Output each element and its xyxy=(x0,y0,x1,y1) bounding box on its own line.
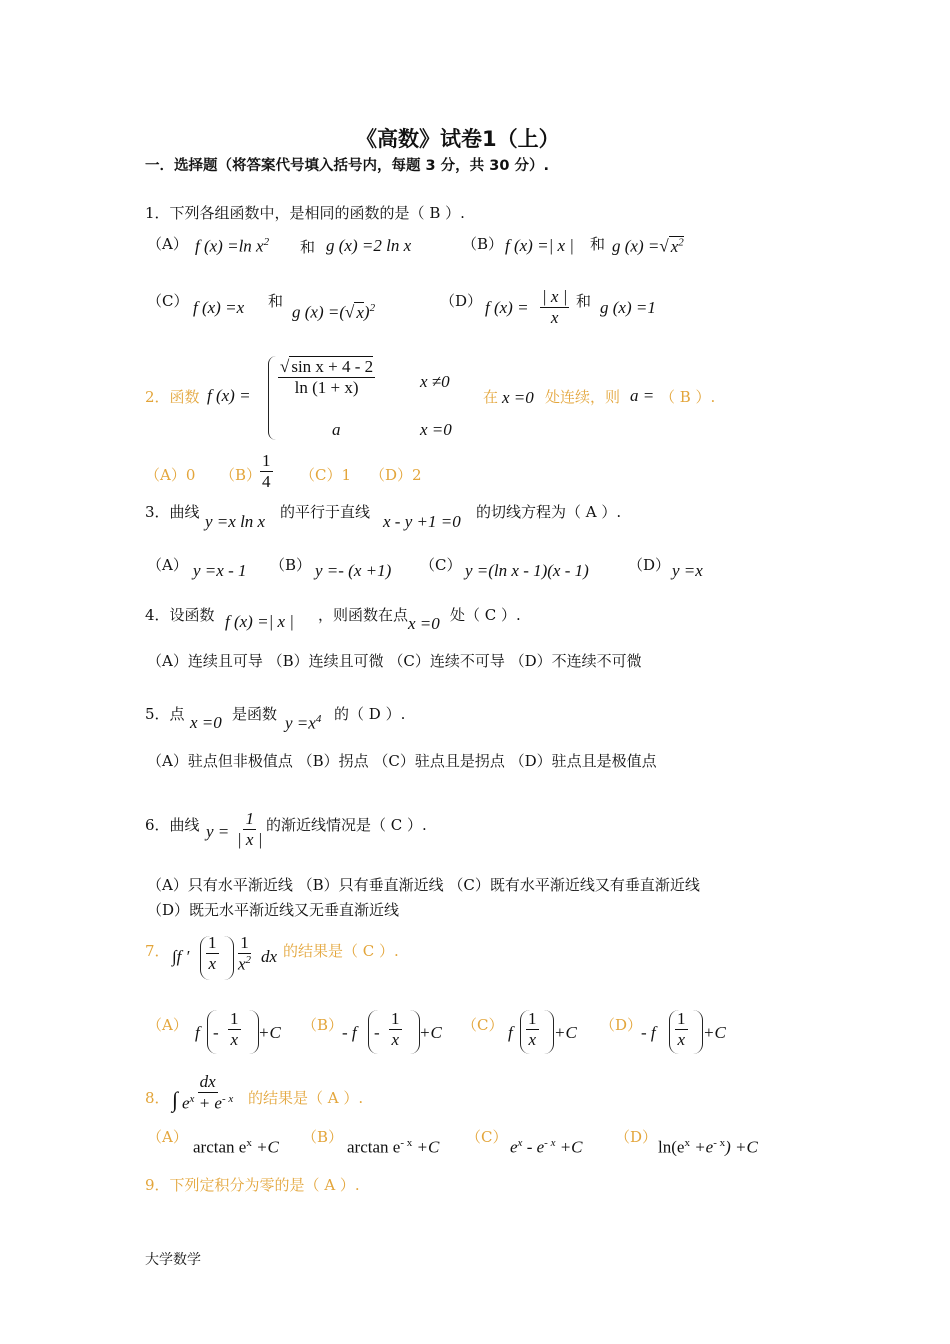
q8-option-d-label: （D） xyxy=(615,1128,658,1146)
q4-mid: ，则函数在点 xyxy=(318,606,409,624)
q2-answer: （ B ）. xyxy=(660,388,716,406)
q8-option-b-label: （B） xyxy=(302,1128,344,1146)
q7-prefix: 7． xyxy=(145,942,170,960)
q8-option-a-label: （A） xyxy=(147,1128,188,1146)
q8-suffix: 的结果是（ A ）. xyxy=(248,1089,364,1107)
q2-cond2: x =0 xyxy=(420,420,452,439)
q2-prefix: 2．函数 xyxy=(145,388,200,406)
q1-option-a-and: 和 xyxy=(300,238,316,256)
q7-dx: dx xyxy=(261,947,278,966)
q2-option-b-frac: $\frac{1}{4}$ xyxy=(262,451,271,491)
q4-suffix: 处（ C ）. xyxy=(450,606,521,624)
q3-mid: 的平行于直线 xyxy=(280,503,371,521)
q1-option-a-g: g (x) =2 ln x xyxy=(326,236,412,255)
q4-pt: x =0 xyxy=(408,614,440,633)
q5-mid: 是函数 xyxy=(232,705,278,723)
q2-cond1: x ≠0 xyxy=(420,372,450,391)
q8-option-b: $\arctan e^{- x} +C$ xyxy=(347,1137,440,1157)
q2-mid: 在 xyxy=(483,388,499,406)
q8-option-d: $\ln(e^x +e^{- x}) +C$ xyxy=(658,1137,758,1157)
q1-option-d-g: g (x) =1 xyxy=(600,298,656,317)
q1-option-d-f: f (x) = xyxy=(485,298,529,317)
q1-option-b-label: （B） xyxy=(462,235,504,253)
q2-case1-fraction: $\frac{\text{√ sin x + 4 - 2}}{\ln (1 + x)}$ xyxy=(280,357,374,397)
q6-frac: $\frac{1}{| x |}$ xyxy=(237,809,263,849)
q3-option-b-label: （B） xyxy=(270,556,312,574)
q3-option-d: y =x xyxy=(672,561,703,580)
section-heading: 一．选择题（将答案代号填入括号内，每题 3 分，共 30 分）. xyxy=(145,158,549,174)
q8-option-c: $e^x - e^{- x} +C$ xyxy=(510,1137,583,1157)
q7-option-a-post: +C xyxy=(258,1023,281,1042)
page-title: 《高数》试卷1（上） xyxy=(356,127,560,151)
q3-curve: y =x ln x xyxy=(205,512,266,531)
question-9-stem: 9．下列定积分为零的是（ A ）. xyxy=(145,1176,360,1194)
q3-option-c-label: （C） xyxy=(420,556,462,574)
q2-a-eq: a = xyxy=(630,386,655,405)
q7-option-d-label: （D） xyxy=(600,1016,643,1034)
q6-prefix: 6．曲线 xyxy=(145,816,200,834)
q6-suffix: 的渐近线情况是（ C ）. xyxy=(266,816,427,834)
q5-suffix: 的（ D ）. xyxy=(334,705,406,723)
q2-brace xyxy=(268,356,277,440)
q7-option-c-frac: $\frac{1}{x}$ xyxy=(528,1009,537,1049)
q2-option-b: （B） xyxy=(220,466,262,484)
q8-option-a: $\arctan e^x +C$ xyxy=(193,1137,279,1157)
q1-option-a-f: f (x) =ln $x^2$ xyxy=(195,236,270,256)
q5-f: $y =x^4$ xyxy=(285,713,322,733)
q1-option-d-label: （D） xyxy=(440,292,483,310)
q6-options-line-2: （D）既无水平渐近线又无垂直渐近线 xyxy=(147,901,400,919)
q7-option-b-f: - f xyxy=(342,1023,357,1042)
q7-option-c-label: （C） xyxy=(462,1016,504,1034)
q3-option-c: y =(ln x - 1)(x - 1) xyxy=(465,561,589,580)
q2-suffix: 处连续，则 xyxy=(545,388,621,406)
q1-option-b-and: 和 xyxy=(590,235,606,253)
q7-option-c-post: +C xyxy=(554,1023,577,1042)
q7-option-b-post: +C xyxy=(419,1023,442,1042)
q1-option-b-f: f (x) =| x | xyxy=(505,236,574,255)
q8-frac: $\frac{dx}{e^x + e^{- x}}$ xyxy=(182,1072,234,1113)
q1-option-b-g: g (x) =√ $x^2$ xyxy=(612,236,684,256)
q3-prefix: 3．曲线 xyxy=(145,503,200,521)
q3-option-a: y =x - 1 xyxy=(193,561,247,580)
q1-option-c-and: 和 xyxy=(268,292,284,310)
q5-prefix: 5．点 xyxy=(145,705,185,723)
q7-outer-frac: $\frac{1}{x^2}$ xyxy=(238,933,252,974)
q2-option-d: （D）2 xyxy=(370,466,422,484)
q3-line: x - y +1 =0 xyxy=(383,512,461,531)
q7-option-d-frac: $\frac{1}{x}$ xyxy=(677,1009,686,1049)
q7-integral: ∫f ′ xyxy=(172,947,190,966)
q4-f: f (x) =| x | xyxy=(225,612,294,631)
q4-options: （A）连续且可导 （B）连续且可微 （C）连续不可导 （D）不连续不可微 xyxy=(147,652,642,670)
q2-option-a: （A）0 xyxy=(145,466,196,484)
q7-option-a-label: （A） xyxy=(147,1016,188,1034)
q2-option-c: （C）1 xyxy=(300,466,352,484)
q1-option-c-f: f (x) =x xyxy=(193,298,245,317)
q6-options-line-1: （A）只有水平渐近线 （B）只有垂直渐近线 （C）既有水平渐近线又有垂直渐近线 xyxy=(147,876,700,894)
q3-suffix: 的切线方程为（ A ）. xyxy=(476,503,622,521)
q7-option-b-sign: - xyxy=(374,1023,380,1042)
q2-f: f (x) = xyxy=(207,386,251,405)
question-1-stem: 1．下列各组函数中，是相同的函数的是（ B ）. xyxy=(145,204,465,222)
q7-option-a-frac: $\frac{1}{x}$ xyxy=(230,1009,239,1049)
q6-y: y = xyxy=(206,822,230,841)
q3-option-d-label: （D） xyxy=(628,556,671,574)
q3-option-b: y =- (x +1) xyxy=(315,561,392,580)
q7-option-b-frac: $\frac{1}{x}$ xyxy=(391,1009,400,1049)
q1-option-d-and: 和 xyxy=(576,292,592,310)
q7-inner-frac: $\frac{1}{x}$ xyxy=(208,933,217,973)
page-footer: 大学数学 xyxy=(145,1252,201,1268)
q2-case2: a xyxy=(332,420,341,439)
q8-option-c-label: （C） xyxy=(466,1128,508,1146)
q7-option-c-f: f xyxy=(508,1023,513,1042)
q3-option-a-label: （A） xyxy=(147,556,188,574)
q4-prefix: 4．设函数 xyxy=(145,606,215,624)
q7-option-b-label: （B） xyxy=(302,1016,344,1034)
q1-option-d-frac: $\frac{| x |}{x}$ xyxy=(542,287,568,327)
q1-option-a-label: （A） xyxy=(147,235,188,253)
q5-options: （A）驻点但非极值点 （B）拐点 （C）驻点且是拐点 （D）驻点且是极值点 xyxy=(147,752,657,770)
q7-option-d-f: - f xyxy=(641,1023,656,1042)
q7-option-a-sign: - xyxy=(213,1023,219,1042)
q7-option-d-post: +C xyxy=(703,1023,726,1042)
q7-option-a-f: f xyxy=(195,1023,200,1042)
q1-option-c-g: g (x) =(√ x)$^2$ xyxy=(292,302,376,322)
q2-at: x =0 xyxy=(502,388,534,407)
q5-pt: x =0 xyxy=(190,713,222,732)
q8-prefix: 8． xyxy=(145,1089,170,1107)
q7-suffix: 的结果是（ C ）. xyxy=(283,942,399,960)
q8-integral: ∫ xyxy=(172,1087,179,1112)
q1-option-c-label: （C） xyxy=(147,292,189,310)
